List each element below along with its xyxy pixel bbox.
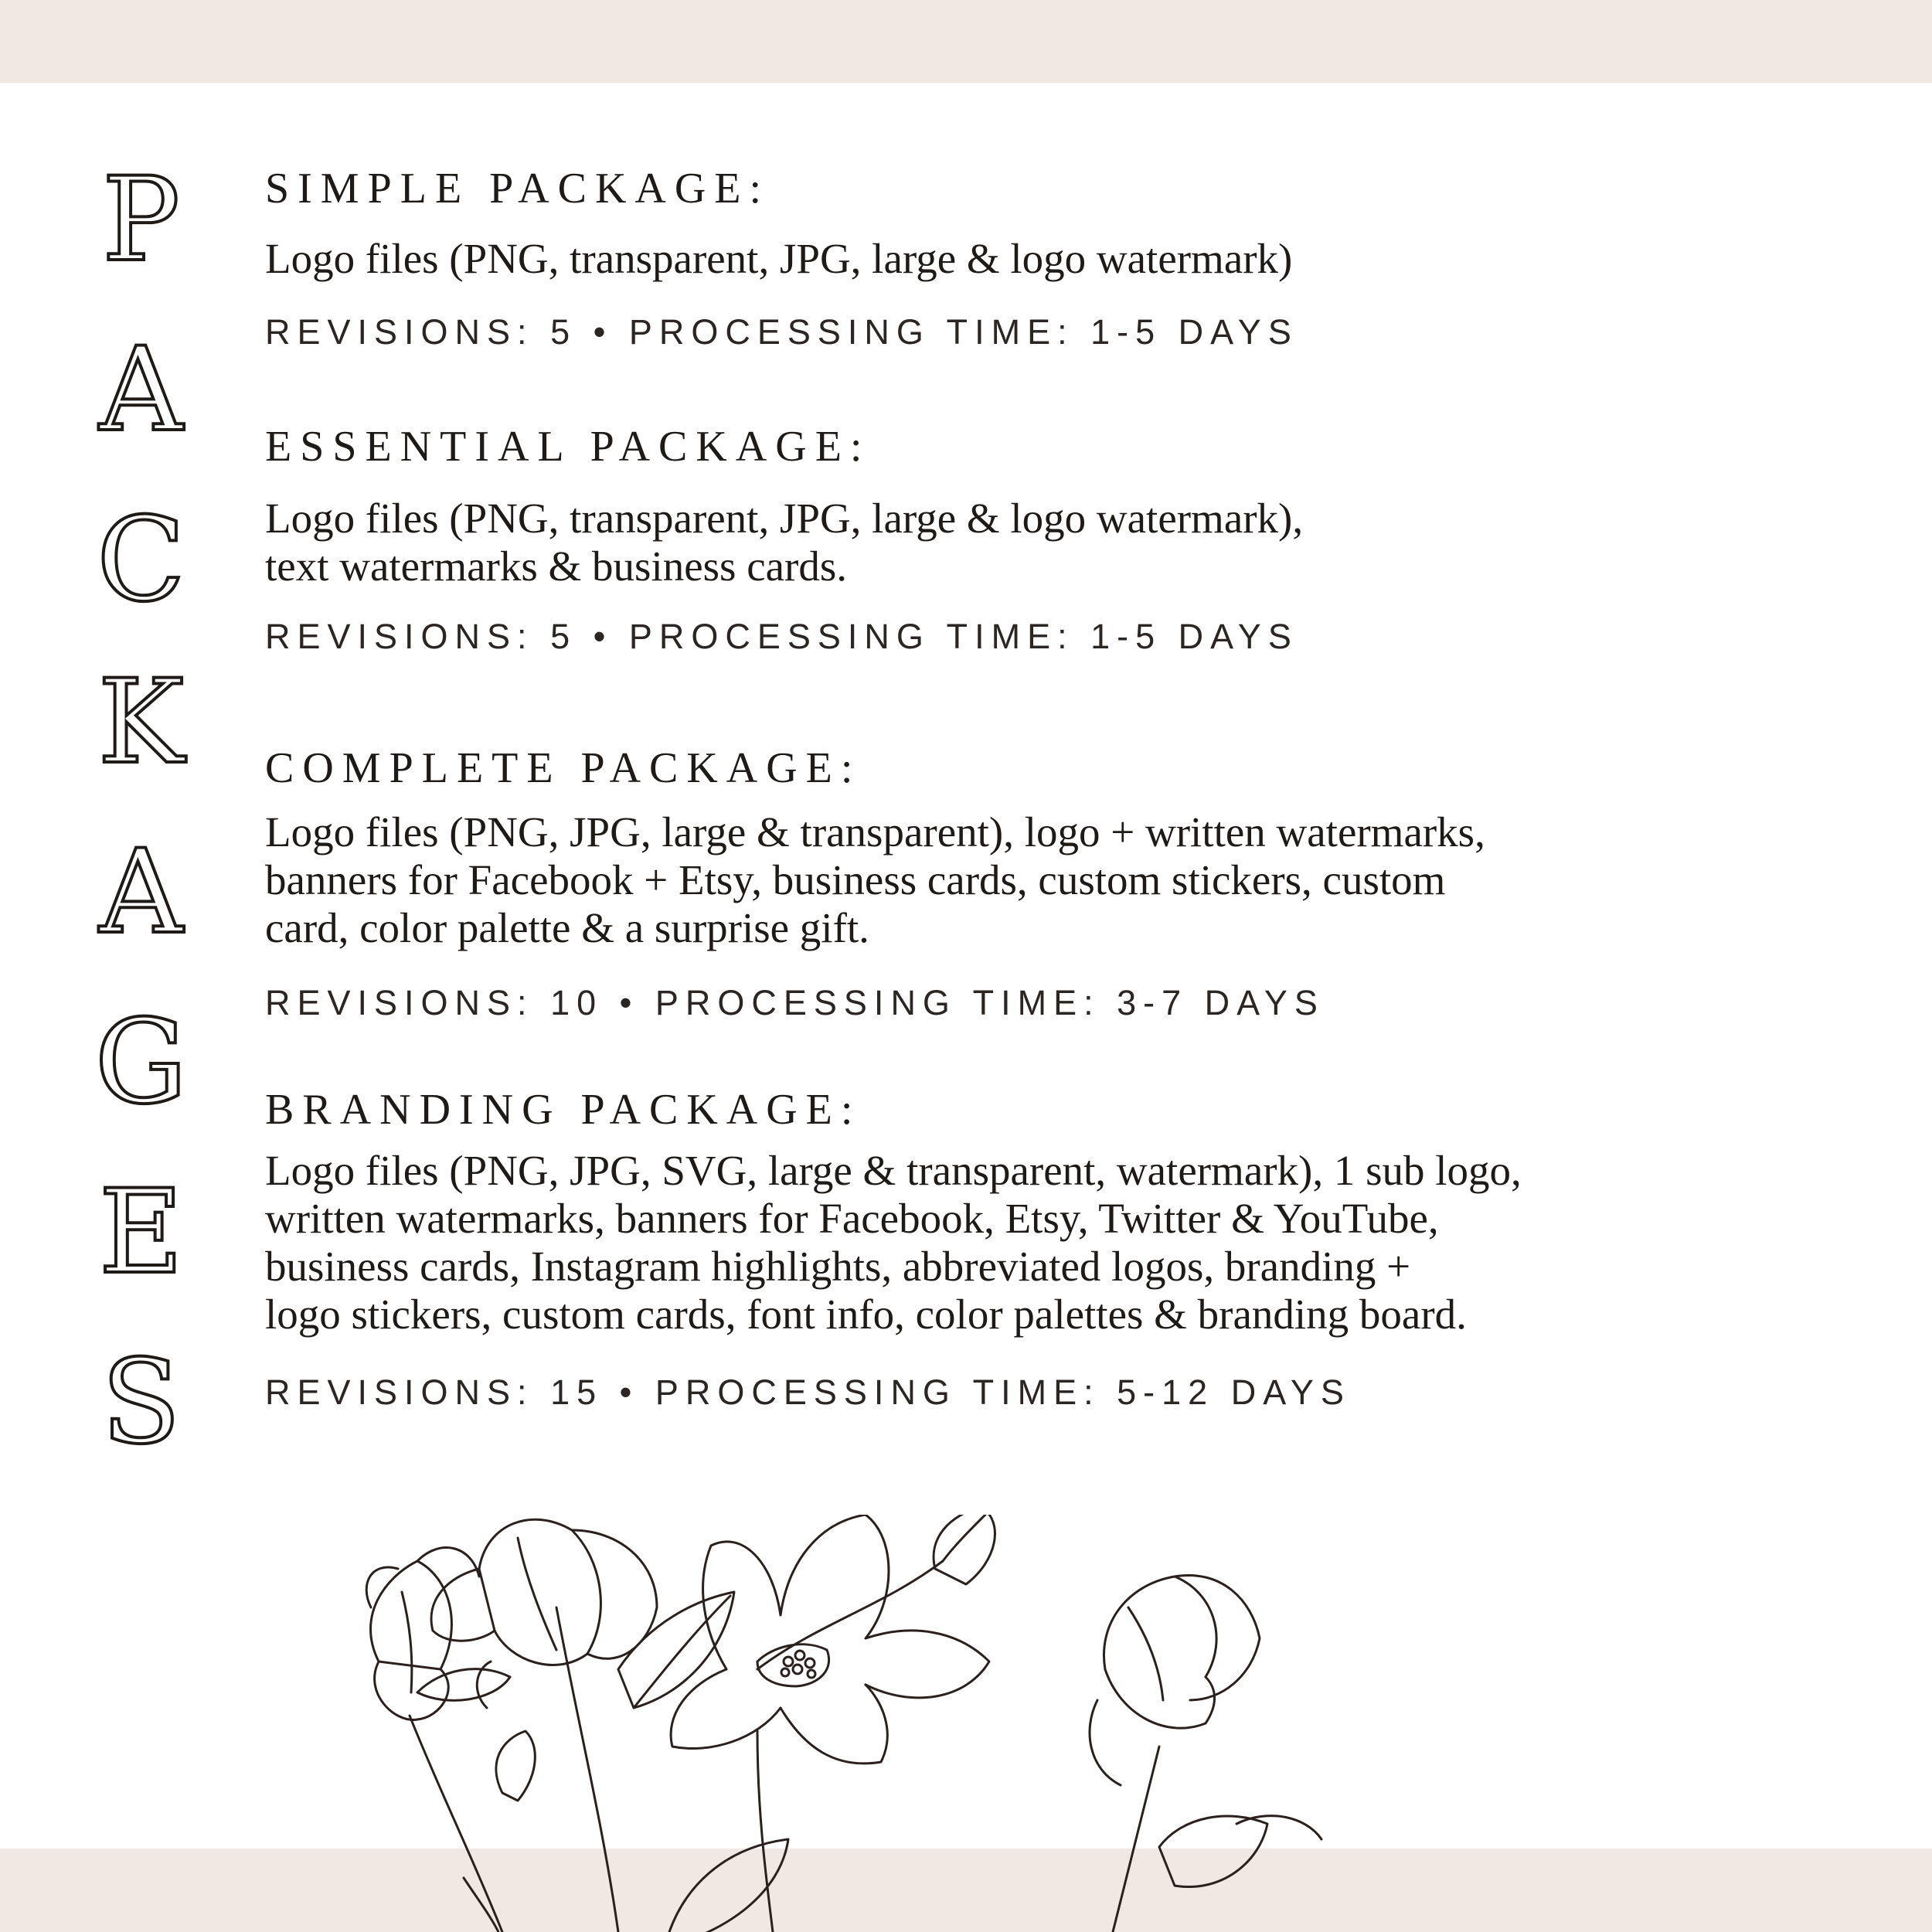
- title-letter: G: [94, 995, 188, 1130]
- top-band: [0, 0, 1932, 83]
- essential-package-line: Logo files (PNG, transparent, JPG, large & logo watermark),: [265, 495, 1304, 542]
- title-letter: K: [97, 655, 185, 790]
- branding-package-line: business cards, Instagram highlights, abbreviated logos, branding +: [265, 1243, 1411, 1290]
- essential-package-title: ESSENTIAL PACKAGE:: [265, 423, 871, 471]
- complete-package-line: card, color palette & a surprise gift.: [265, 904, 869, 951]
- title-letter: C: [97, 493, 185, 628]
- simple-package-meta: REVISIONS: 5 • PROCESSING TIME: 1-5 DAYS: [265, 312, 1298, 352]
- title-letter: A: [99, 323, 183, 457]
- complete-package-title: COMPLETE PACKAGE:: [265, 744, 862, 792]
- complete-package-line: Logo files (PNG, JPG, large & transparent), logo + written watermarks,: [265, 808, 1485, 855]
- magnolia-illustration: [325, 1515, 1530, 1932]
- essential-package-line: text watermarks & business cards.: [265, 543, 848, 590]
- complete-package-meta: REVISIONS: 10 • PROCESSING TIME: 3-7 DAYS: [265, 983, 1325, 1022]
- complete-package-line: banners for Facebook + Etsy, business cards, custom stickers, custom: [265, 856, 1446, 903]
- title-letter: E: [98, 1165, 184, 1300]
- branding-package-line: written watermarks, banners for Facebook, Etsy, Twitter & YouTube,: [265, 1195, 1439, 1242]
- vertical-title: [73, 155, 209, 1468]
- branding-package-line: logo stickers, custom cards, font info, color palettes & branding board.: [265, 1291, 1467, 1338]
- title-letter: P: [102, 153, 180, 287]
- title-letter: A: [99, 825, 183, 960]
- simple-package-title: SIMPLE PACKAGE:: [265, 165, 770, 213]
- essential-package-meta: REVISIONS: 5 • PROCESSING TIME: 1-5 DAYS: [265, 617, 1298, 656]
- simple-package-line: Logo files (PNG, transparent, JPG, large & logo watermark): [265, 235, 1293, 282]
- title-letter: S: [101, 1335, 181, 1470]
- branding-package-meta: REVISIONS: 15 • PROCESSING TIME: 5-12 DAYS: [265, 1372, 1351, 1412]
- branding-package-line: Logo files (PNG, JPG, SVG, large & transparent, watermark), 1 sub logo,: [265, 1147, 1522, 1194]
- branding-package-title: BRANDING PACKAGE:: [265, 1086, 862, 1134]
